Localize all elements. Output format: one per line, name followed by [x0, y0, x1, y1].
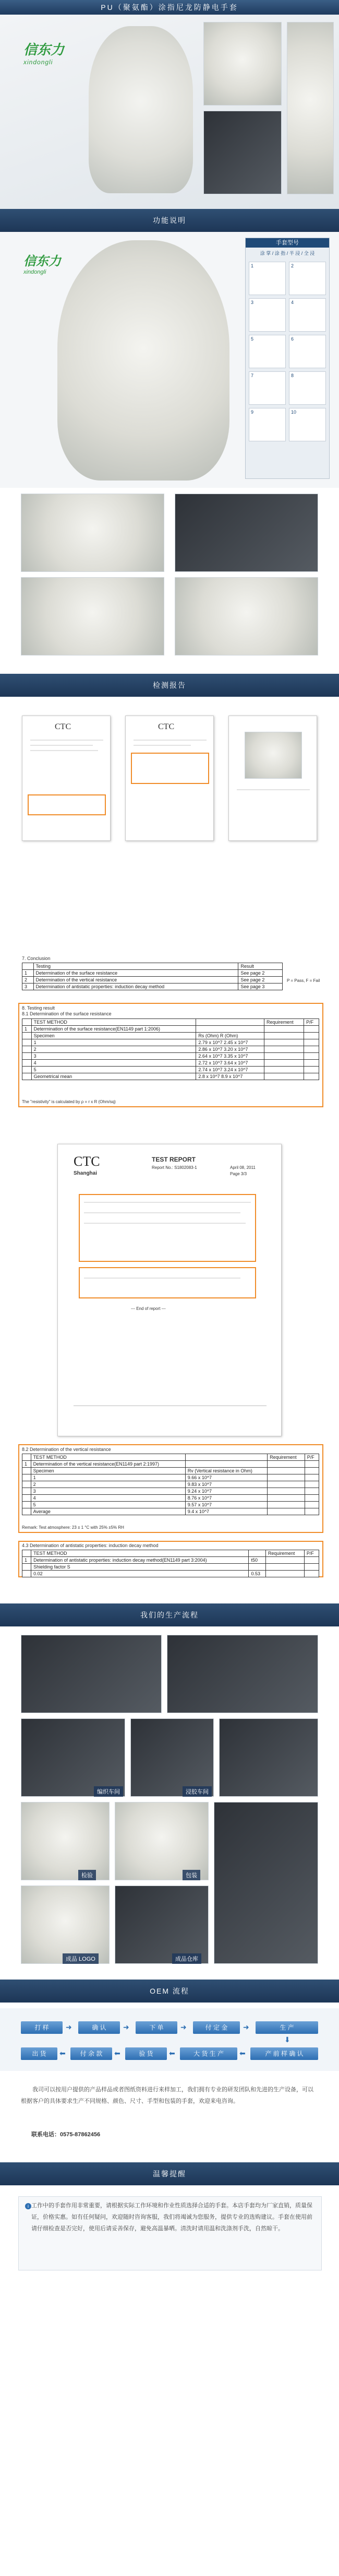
report-large-end: --- End of report ---	[131, 1306, 166, 1311]
table-row	[22, 1039, 319, 1046]
table-cell: 2.74 x 10^7 3.24 x 10^7	[196, 1067, 264, 1073]
table-row	[22, 1046, 319, 1053]
table-cell: Determination of the surface resistance	[33, 970, 238, 977]
model-thumb[interactable]	[249, 335, 286, 368]
table-cell: 3	[22, 983, 34, 990]
report-page-1-logo: CTC	[55, 722, 71, 731]
arrow-down-icon: ⬇	[284, 2035, 290, 2044]
model-thumb[interactable]	[289, 408, 326, 441]
table-cell: See page 2	[238, 970, 283, 977]
detail-photo-1	[21, 494, 164, 572]
table-cell	[304, 1046, 319, 1053]
report-page-3	[228, 716, 317, 841]
model-thumb-label: 7	[251, 373, 254, 378]
conclusion-table	[22, 963, 283, 990]
arrow-right-icon: ➜	[243, 2023, 249, 2031]
table-cell	[22, 1502, 31, 1508]
oem-step: 大 货 生 产	[180, 2047, 237, 2060]
production-caption: 成品仓库	[172, 1953, 201, 1964]
conclusion-note: P = Pass, F = Fail	[287, 978, 320, 983]
page-title: PU（聚氨酯）涂指尼龙防静电手套	[101, 3, 238, 11]
table-row	[22, 1073, 319, 1080]
testing-subtitle: 8.1 Determination of the surface resistance	[22, 1011, 112, 1016]
model-thumb[interactable]	[249, 408, 286, 441]
oem-contact: 联系电话：0575-87862456	[31, 2132, 101, 2138]
table-cell	[264, 1033, 304, 1039]
table-header-cell	[249, 1550, 265, 1557]
oem-step: 打 样	[21, 2021, 63, 2034]
table-cell	[264, 1039, 304, 1046]
table-cell	[305, 1508, 319, 1515]
table-header-cell: TEST METHOD	[31, 1019, 196, 1026]
table-cell	[304, 1571, 319, 1577]
table-header-cell: P/F	[304, 1019, 319, 1026]
side-panel-grid	[246, 259, 329, 444]
report-large-city: Shanghai	[74, 1170, 98, 1176]
table-header-cell: P/F	[305, 1454, 319, 1461]
hero-detail-image-2	[203, 111, 282, 194]
production-caption: 编织车间	[94, 1786, 123, 1797]
table-cell: 1	[31, 1474, 185, 1481]
decay-table	[22, 1550, 319, 1577]
table-cell	[304, 1067, 319, 1073]
vertical-note: Remark: Test atmosphere: 23 ± 1 °C with 25% ±5% RH	[22, 1525, 124, 1530]
brand-logo-en: xindongli	[23, 58, 53, 66]
table-cell	[304, 1060, 319, 1067]
table-cell	[305, 1502, 319, 1508]
table-header-cell: TEST METHOD	[31, 1550, 249, 1557]
table-cell: 1	[22, 1461, 31, 1468]
table-cell: 2.72 x 10^7 3.64 x 10^7	[196, 1060, 264, 1067]
table-cell	[22, 1488, 31, 1495]
model-thumb[interactable]	[289, 262, 326, 295]
table-cell: 2.64 x 10^7 3.35 x 10^7	[196, 1053, 264, 1060]
table-cell	[268, 1502, 305, 1508]
table-cell	[265, 1564, 304, 1571]
production-photo-7	[115, 1802, 209, 1880]
table-cell: 3	[31, 1488, 185, 1495]
section-banner-function	[0, 209, 339, 232]
production-caption: 成品 LOGO	[63, 1953, 99, 1964]
vertical-resistance-table	[22, 1454, 319, 1515]
report-page-1	[22, 716, 111, 841]
table-cell	[304, 1033, 319, 1039]
section-banner-oem	[0, 1980, 339, 2003]
model-thumb-label: 6	[291, 336, 294, 342]
table-header-cell: TEST METHOD	[31, 1454, 185, 1461]
table-cell: Determination of antistatic properties: induction decay method(EN1149 part 3:2004)	[31, 1557, 249, 1564]
oem-step: 产 前 样 确 认	[250, 2047, 318, 2060]
table-header-cell	[22, 1550, 31, 1557]
table-cell: 0.53	[249, 1571, 265, 1577]
table-cell	[268, 1488, 305, 1495]
table-row	[22, 1495, 319, 1502]
table-cell	[305, 1474, 319, 1481]
table-header-cell: Requirement	[268, 1454, 305, 1461]
table-cell: 3	[31, 1053, 196, 1060]
brand-logo-cn: 信东力	[23, 42, 65, 57]
table-cell	[305, 1495, 319, 1502]
table-header-row	[22, 1454, 319, 1461]
table-cell: See page 3	[238, 983, 283, 990]
table-header-cell: P/F	[304, 1550, 319, 1557]
report-line	[84, 1223, 246, 1224]
hero-detail-image-3	[287, 22, 334, 194]
table-cell	[22, 1033, 32, 1039]
section-title-report: 检测报告	[153, 681, 186, 689]
table-header-row	[22, 963, 283, 970]
arrow-right-icon: ➜	[180, 2023, 187, 2031]
table-row	[22, 1557, 319, 1564]
function-brand-logo	[23, 251, 61, 275]
table-cell	[196, 1026, 264, 1033]
table-cell: 2	[31, 1481, 185, 1488]
vertical-title: 8.2 Determination of the vertical resistance	[22, 1447, 111, 1452]
function-logo-cn: 信东力	[23, 254, 61, 268]
table-cell: Specimen	[31, 1033, 196, 1039]
table-row	[22, 1060, 319, 1067]
table-cell	[249, 1564, 265, 1571]
oem-step: 付 定 金	[193, 2021, 240, 2034]
section-title-oem: OEM 流程	[150, 1987, 189, 1995]
table-cell	[268, 1481, 305, 1488]
table-cell: 1	[22, 970, 34, 977]
table-cell	[264, 1060, 304, 1067]
table-cell: 2	[31, 1046, 196, 1053]
oem-description: 我司可以按用户提供的产品样品或者图纸资料进行来样加工，我们拥有专业的研发团队和先进的生产设备，可以根据客户的具体要求生产不同规格、颜色、尺寸、手型和包装的手套，欢迎来电咨询。	[21, 2087, 313, 2104]
report-highlight-frame	[28, 794, 106, 815]
table-cell: 2.86 x 10^7 3.20 x 10^7	[196, 1046, 264, 1053]
oem-step: 出 货	[21, 2047, 57, 2060]
arrow-left-icon: ⬅	[114, 2049, 120, 2057]
table-cell	[305, 1488, 319, 1495]
table-cell: 9.57 x 10^7	[185, 1502, 267, 1508]
model-side-panel	[245, 238, 330, 479]
table-row	[22, 1571, 319, 1577]
report-line	[30, 740, 103, 741]
section-title-tips: 温馨提醒	[153, 2170, 186, 2178]
report-line	[84, 1278, 240, 1279]
table-header-cell	[22, 1019, 32, 1026]
table-header-cell: Requirement	[265, 1550, 304, 1557]
table-cell: 1	[31, 1039, 196, 1046]
arrow-left-icon: ⬅	[169, 2049, 175, 2057]
table-cell: Determination of the surface resistance(EN1149 part 1:2006)	[31, 1026, 196, 1033]
detail-photo-4	[175, 577, 318, 655]
arrow-right-icon: ➜	[66, 2023, 72, 2031]
table-cell	[304, 1073, 319, 1080]
report-line	[30, 750, 98, 751]
table-cell	[268, 1468, 305, 1474]
table-cell	[22, 1046, 32, 1053]
table-header-cell: Requirement	[264, 1019, 304, 1026]
model-thumb[interactable]	[289, 298, 326, 332]
table-cell	[22, 1468, 31, 1474]
model-thumb-label: 4	[291, 300, 294, 305]
table-row	[22, 983, 283, 990]
production-photo-5	[219, 1718, 318, 1797]
table-header-row	[22, 1550, 319, 1557]
side-panel-title: 手套型号	[246, 238, 329, 248]
model-thumb-label: 10	[291, 409, 297, 415]
table-row	[22, 1508, 319, 1515]
table-cell	[22, 1073, 32, 1080]
table-cell: t50	[249, 1557, 265, 1564]
table-cell	[265, 1557, 304, 1564]
function-glove-image	[57, 240, 229, 481]
table-row	[22, 1564, 319, 1571]
production-caption: 浸胶车间	[183, 1786, 212, 1797]
table-cell	[22, 1053, 32, 1060]
table-cell: Determination of the vertical resistance(EN1149 part 2:1997)	[31, 1461, 185, 1468]
side-panel-subtitle: 涂 掌 / 涂 指 / 半 浸 / 全 浸	[260, 251, 315, 256]
table-cell	[264, 1046, 304, 1053]
table-cell: 2.79 x 10^7 2.45 x 10^7	[196, 1039, 264, 1046]
production-photo-1	[21, 1635, 162, 1713]
model-thumb-label: 1	[251, 263, 254, 268]
table-cell: Specimen	[31, 1468, 185, 1474]
table-cell: 9.83 x 10^7	[185, 1481, 267, 1488]
table-cell	[22, 1060, 32, 1067]
table-row	[22, 1468, 319, 1474]
model-thumb-label: 5	[251, 336, 254, 342]
report-large-date: April 08, 2011	[230, 1165, 256, 1170]
report-line	[134, 745, 191, 746]
table-cell	[22, 1039, 32, 1046]
table-header-cell	[22, 963, 34, 970]
production-photo-3	[21, 1718, 125, 1797]
oem-step: 生 产	[256, 2021, 318, 2034]
table-cell: 5	[31, 1067, 196, 1073]
table-row	[22, 1502, 319, 1508]
production-caption: 包装	[183, 1870, 200, 1880]
table-cell	[304, 1053, 319, 1060]
report-page-2-logo: CTC	[158, 722, 175, 731]
table-header-cell	[22, 1454, 31, 1461]
table-row	[22, 1067, 319, 1073]
brand-logo	[23, 39, 86, 71]
table-header-cell	[196, 1019, 264, 1026]
table-cell: 9.4 x 10^7	[185, 1508, 267, 1515]
hero-detail-image-1	[203, 22, 282, 106]
table-header-cell: Testing	[33, 963, 238, 970]
conclusion-title: 7. Conclusion	[22, 956, 51, 961]
report-line	[84, 1212, 240, 1213]
table-cell: 9.24 x 10^7	[185, 1488, 267, 1495]
table-cell: 4	[31, 1495, 185, 1502]
table-cell: 1	[22, 1026, 32, 1033]
report-highlight-frame	[131, 753, 209, 784]
table-cell	[305, 1481, 319, 1488]
table-cell	[22, 1495, 31, 1502]
model-thumb-label: 8	[291, 373, 294, 378]
table-cell: 4	[31, 1060, 196, 1067]
hero-glove-image	[89, 26, 193, 193]
production-photo-10	[115, 1886, 209, 1964]
section-banner-tips	[0, 2162, 339, 2185]
report-page-2	[125, 716, 214, 841]
table-header-cell	[185, 1454, 267, 1461]
oem-step: 付 余 款	[70, 2047, 112, 2060]
table-cell: Rv (Vertical resistance in Ohm)	[185, 1468, 267, 1474]
report-line	[237, 789, 310, 790]
table-cell	[268, 1508, 305, 1515]
production-photo-8	[214, 1802, 318, 1964]
model-thumb[interactable]	[249, 262, 286, 295]
decay-title: 4.3 Determination of antistatic properties: induction decay method	[22, 1543, 159, 1548]
arrow-left-icon: ⬅	[59, 2049, 66, 2057]
production-caption: 检验	[78, 1870, 96, 1880]
table-cell	[22, 1571, 31, 1577]
table-cell	[304, 1557, 319, 1564]
detail-photo-2	[175, 494, 318, 572]
table-cell	[304, 1039, 319, 1046]
section-banner-production	[0, 1603, 339, 1626]
report-large-title: TEST REPORT	[152, 1156, 196, 1163]
report-sample-photo	[245, 732, 302, 779]
table-cell	[265, 1571, 304, 1577]
table-row	[22, 977, 283, 983]
testing-note: The "resistivity" is calculated by ρ = r x R (Ohm/sq)	[22, 1099, 116, 1104]
table-cell: Rs (Ohm) R (Ohm)	[196, 1033, 264, 1039]
table-cell: See page 2	[238, 977, 283, 983]
report-large-highlight-1	[79, 1194, 256, 1262]
table-cell: 5	[31, 1502, 185, 1508]
function-logo-en: xindongli	[23, 269, 46, 275]
table-row	[22, 1033, 319, 1039]
table-cell: Shielding factor S	[31, 1564, 249, 1571]
model-thumb-label: 2	[291, 263, 294, 268]
table-cell	[185, 1461, 267, 1468]
table-row	[22, 1461, 319, 1468]
report-page-large	[57, 1144, 282, 1436]
table-cell: 0.02	[31, 1571, 249, 1577]
model-thumb[interactable]	[289, 335, 326, 368]
production-photo-2	[167, 1635, 318, 1713]
table-cell	[268, 1474, 305, 1481]
table-cell	[22, 1508, 31, 1515]
table-cell: Average	[31, 1508, 185, 1515]
table-row	[22, 1026, 319, 1033]
report-line	[134, 740, 207, 741]
production-photo-4	[130, 1718, 214, 1797]
table-row	[22, 1474, 319, 1481]
table-cell: 2	[22, 977, 34, 983]
oem-step: 确 认	[78, 2021, 120, 2034]
table-cell	[22, 1474, 31, 1481]
tips-text: 工作中的手套作用非常重要，请根据实际工作环境和作业性质选择合适的手套。本店手套均为厂家直销，质量保证，价格实惠。如有任何疑问，欢迎随时咨询客服，我们将竭诚为您服务，提供专业的选购建议。手套在使用前请仔细检查是否完好，使用后请妥善保存，避免高温暴晒。清洗时请用温和洗涤剂手洗，自然晾干。	[31, 2203, 312, 2232]
report-large-logo: CTC	[74, 1154, 100, 1169]
model-thumb[interactable]	[249, 298, 286, 332]
table-cell: 1	[22, 1557, 31, 1564]
table-cell	[268, 1495, 305, 1502]
table-cell	[304, 1564, 319, 1571]
page-footer	[0, 2288, 339, 2576]
report-line	[30, 745, 93, 746]
arrow-left-icon: ⬅	[239, 2049, 246, 2057]
table-row	[22, 1488, 319, 1495]
table-cell: 2.8 x 10^7 8.9 x 10^7	[196, 1073, 264, 1080]
table-cell	[22, 1067, 32, 1073]
table-cell	[305, 1468, 319, 1474]
table-cell	[264, 1067, 304, 1073]
table-cell: Determination of the vertical resistance	[33, 977, 238, 983]
production-photo-6	[21, 1802, 110, 1880]
table-cell: 9.66 x 10^7	[185, 1474, 267, 1481]
table-cell	[264, 1073, 304, 1080]
report-large-page: Page 3/3	[230, 1172, 247, 1176]
table-cell: 8.76 x 10^7	[185, 1495, 267, 1502]
oem-step: 验 货	[125, 2047, 167, 2060]
production-photo-9	[21, 1886, 110, 1964]
table-row	[22, 970, 283, 977]
table-cell	[264, 1026, 304, 1033]
surface-resistance-table	[22, 1018, 319, 1080]
model-thumb[interactable]	[249, 371, 286, 405]
model-thumb-label: 9	[251, 409, 254, 415]
testing-title: 8. Testing result	[22, 1005, 55, 1011]
report-large-no: Report No.: S1802083-1	[152, 1165, 197, 1170]
report-large-highlight-2	[79, 1267, 256, 1298]
table-cell	[268, 1461, 305, 1468]
report-line	[84, 1202, 251, 1203]
table-cell	[22, 1564, 31, 1571]
table-header-row	[22, 1019, 319, 1026]
table-row	[22, 1053, 319, 1060]
detail-photo-3	[21, 577, 164, 655]
table-cell: Geometrical mean	[31, 1073, 196, 1080]
table-row	[22, 1481, 319, 1488]
model-thumb[interactable]	[289, 371, 326, 405]
table-cell	[264, 1053, 304, 1060]
table-cell	[22, 1481, 31, 1488]
table-header-cell: Result	[238, 963, 283, 970]
oem-step: 下 单	[136, 2021, 177, 2034]
section-title-function: 功能说明	[153, 216, 186, 225]
section-banner-report	[0, 674, 339, 697]
info-icon: i	[25, 2203, 31, 2209]
table-cell	[304, 1026, 319, 1033]
model-thumb-label: 3	[251, 300, 254, 305]
table-cell	[305, 1461, 319, 1468]
arrow-right-icon: ➜	[123, 2023, 129, 2031]
section-title-production: 我们的生产流程	[140, 1611, 199, 1619]
table-cell: Determination of antistatic properties: induction decay method	[33, 983, 238, 990]
